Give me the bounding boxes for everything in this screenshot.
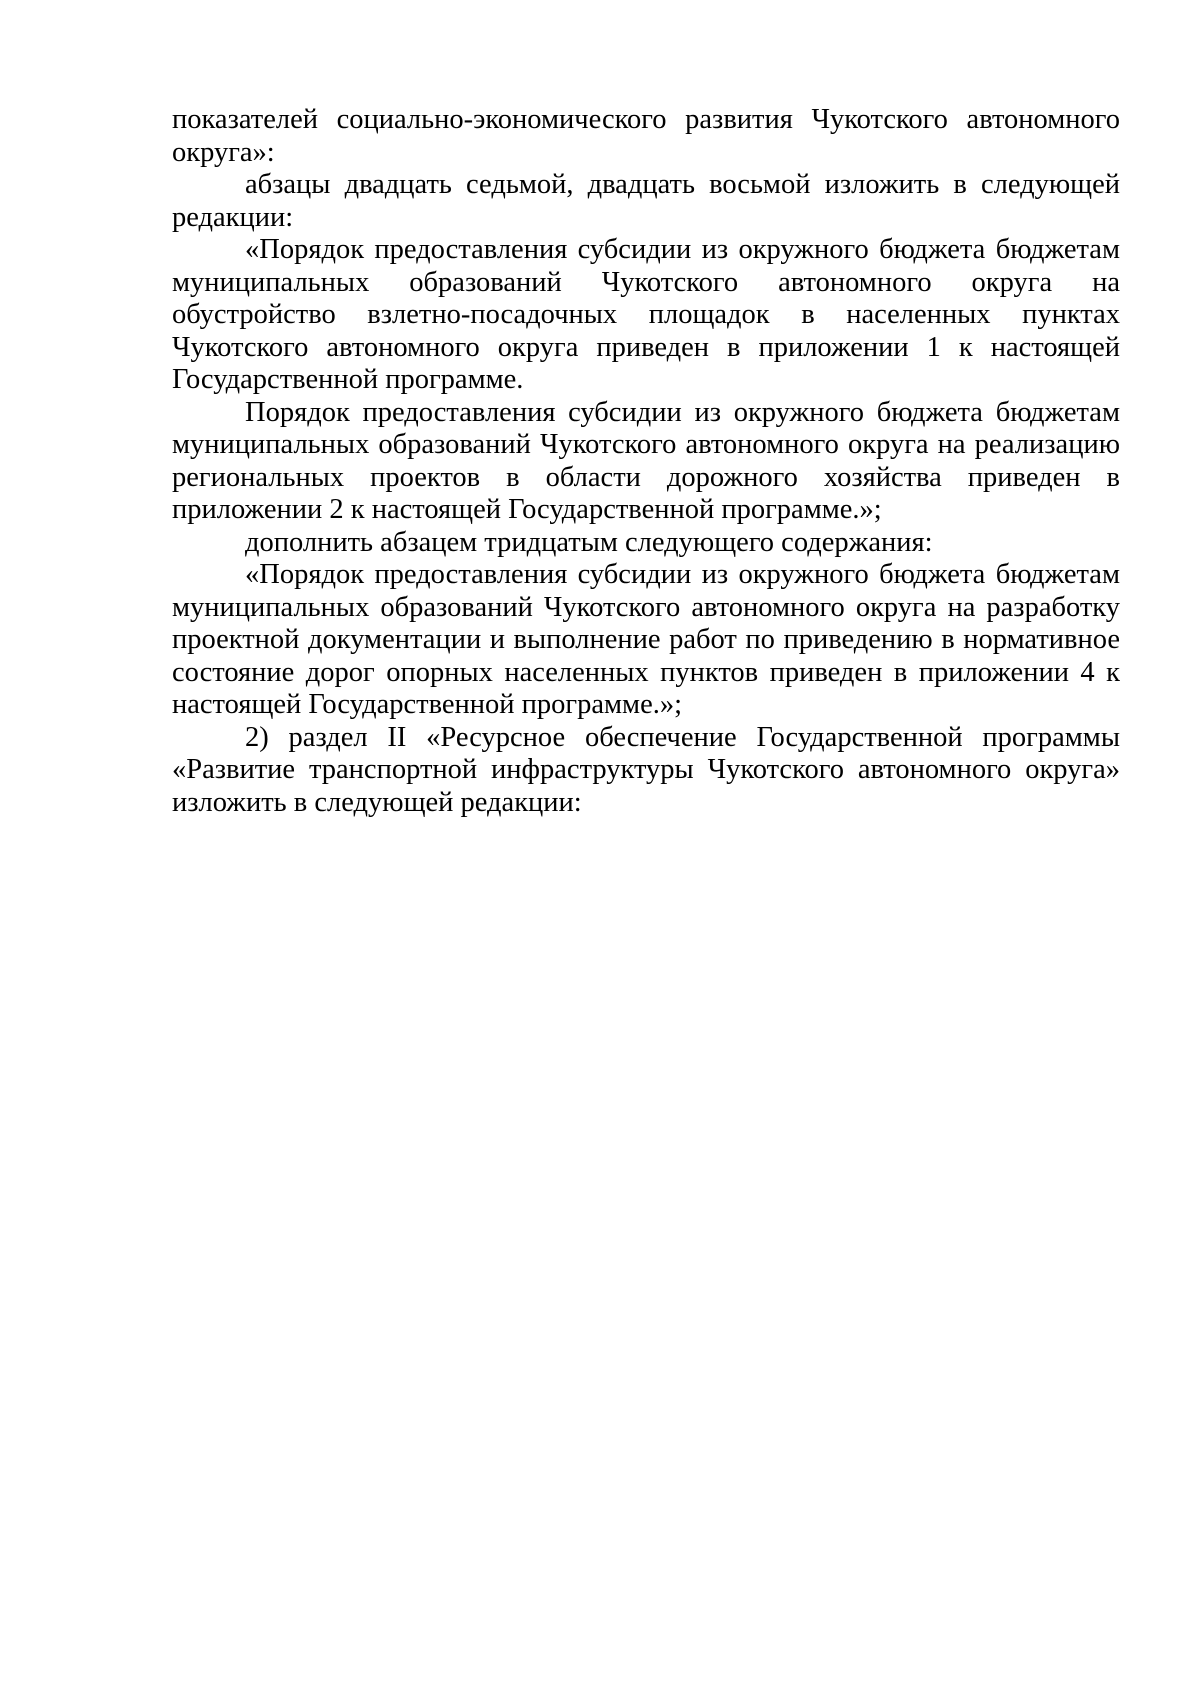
paragraph-add-thirtieth: дополнить абзацем тридцатым следующего содержания: (245, 526, 933, 558)
paragraph-continuation: показателей социально-экономического развития Чукотского автономного округа»: (172, 104, 1120, 168)
paragraph-subsidy-road-projects: Порядок предоставления субсидии из окружного бюджета бюджетам муниципальных образований Чукотского автономного округа на реализацию региональных проектов в области дорожного хозяйства приведен в приложении 2 к настоящей Государственной программе.»; (172, 396, 1120, 525)
paragraph-subsidy-road-design: «Порядок предоставления субсидии из окружного бюджета бюджетам муниципальных образований Чукотского автономного округа на разработку проектной документации и выполнение работ по приведению в нормативное состояние дорог опорных населенных пунктов приведен в приложении 4 к настоящей Государственной программе.»; (172, 559, 1120, 720)
paragraph-section-two: 2) раздел II «Ресурсное обеспечение Государственной программы «Развитие транспортной инфраструктуры Чукотского автономного округа» изложить в следующей редакции: (172, 721, 1120, 818)
paragraph-amendment-intro: абзацы двадцать седьмой, двадцать восьмой изложить в следующей редакции: (172, 169, 1120, 233)
document-page (172, 104, 1120, 819)
paragraph-subsidy-landing-sites: «Порядок предоставления субсидии из окружного бюджета бюджетам муниципальных образований Чукотского автономного округа на обустройство взлетно-посадочных площадок в населенных пунктах Чукотского автономного округа приведен в приложении 1 к настоящей Государственной программе. (172, 234, 1120, 395)
